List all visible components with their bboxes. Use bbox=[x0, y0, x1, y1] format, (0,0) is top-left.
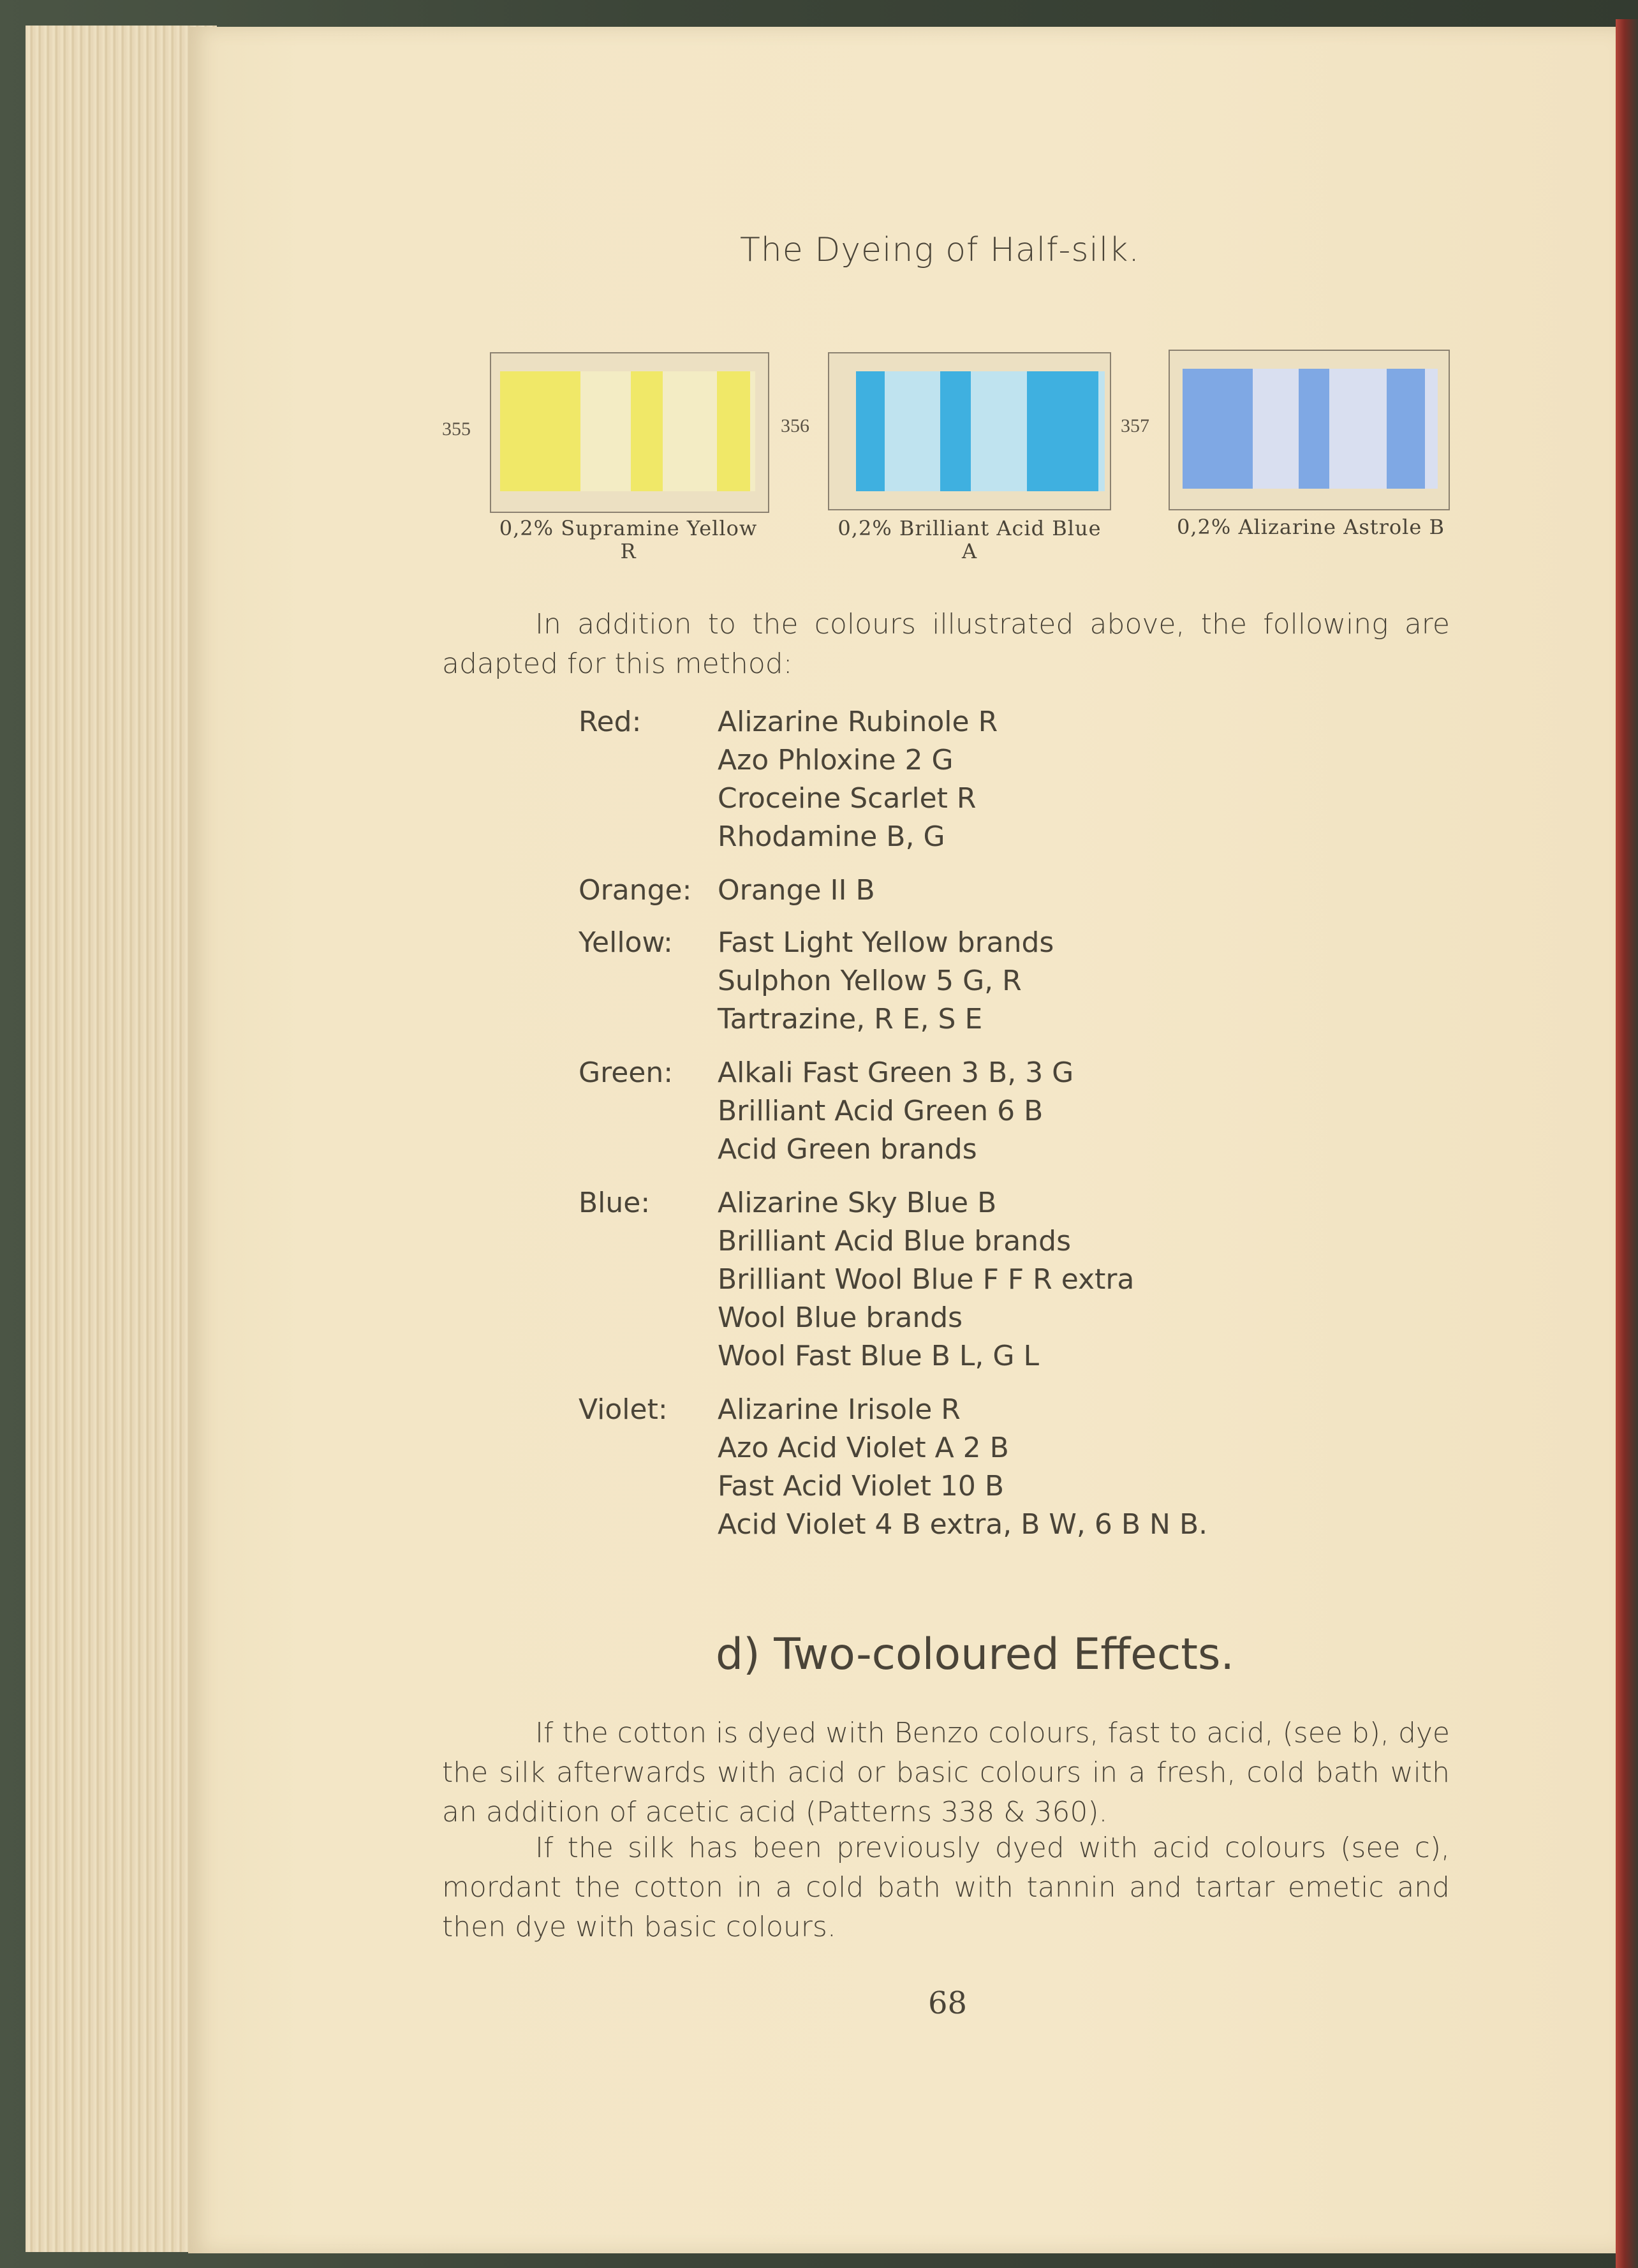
dyed-stripe bbox=[1387, 369, 1425, 489]
fabric-sample bbox=[856, 371, 1105, 491]
dyed-stripe bbox=[1183, 369, 1253, 489]
colour-entry: Fast Light Yellow brands bbox=[718, 926, 1054, 959]
dyed-stripe bbox=[717, 371, 750, 491]
body-paragraph: If the cotton is dyed with Benzo colours, fast to acid, (see b), dye the silk afterwards with acid or basic colours in a fresh, cold bath with an addition of acetic acid (Patterns 338 & 360). bbox=[442, 1717, 1450, 1828]
colour-entry: Orange II B bbox=[718, 874, 875, 907]
colour-entry: Wool Blue brands bbox=[718, 1301, 963, 1334]
colour-entry: Alkali Fast Green 3 B, 3 G bbox=[718, 1056, 1074, 1089]
colour-entry: Wool Fast Blue B L, G L bbox=[718, 1340, 1039, 1372]
dyed-stripe bbox=[631, 371, 663, 491]
swatch-number: 355 bbox=[442, 419, 471, 440]
colour-entry: Brilliant Acid Blue brands bbox=[718, 1225, 1071, 1257]
colour-entry: Alizarine Sky Blue B bbox=[718, 1187, 997, 1219]
colour-entry: Sulphon Yellow 5 G, R bbox=[718, 965, 1022, 997]
colour-group-label: Red: bbox=[579, 706, 642, 738]
colour-entry: Acid Green brands bbox=[718, 1133, 977, 1166]
page-number: 68 bbox=[928, 1985, 968, 2021]
colour-entry: Azo Acid Violet A 2 B bbox=[718, 1432, 1009, 1464]
colour-entry: Acid Violet 4 B extra, B W, 6 B N B. bbox=[718, 1508, 1208, 1541]
colour-group-label: Violet: bbox=[579, 1393, 668, 1426]
dyed-stripe bbox=[1027, 371, 1098, 491]
colour-entry: Alizarine Irisole R bbox=[718, 1393, 961, 1426]
colour-entry: Rhodamine B, G bbox=[718, 820, 945, 853]
fabric-sample bbox=[1183, 369, 1438, 489]
swatch-number: 356 bbox=[781, 415, 809, 436]
colour-group-label: Orange: bbox=[579, 874, 692, 907]
fabric-swatch-blue bbox=[828, 352, 1111, 510]
intro-paragraph: In addition to the colours illustrated above, the following are adapted for this method: bbox=[442, 608, 1450, 680]
colour-group-label: Blue: bbox=[579, 1187, 651, 1219]
right-cover-edge bbox=[1616, 19, 1638, 2268]
dyed-stripe bbox=[940, 371, 971, 491]
colour-entry: Azo Phloxine 2 G bbox=[718, 744, 954, 776]
colour-group-label: Green: bbox=[579, 1056, 674, 1089]
running-head: The Dyeing of Half-silk. bbox=[740, 231, 1140, 269]
dyed-stripe bbox=[856, 371, 885, 491]
colour-group-label: Yellow: bbox=[579, 926, 673, 959]
section-heading: d) Two-coloured Effects. bbox=[716, 1629, 1235, 1680]
fabric-swatch-yellow bbox=[490, 352, 769, 513]
colour-entry: Tartrazine, R E, S E bbox=[718, 1003, 983, 1035]
colour-entry: Fast Acid Violet 10 B bbox=[718, 1470, 1005, 1502]
fabric-sample bbox=[500, 371, 755, 491]
dyed-stripe bbox=[500, 371, 580, 491]
colour-entry: Brilliant Wool Blue F F R extra bbox=[718, 1263, 1135, 1296]
colour-entry: Croceine Scarlet R bbox=[718, 782, 977, 815]
swatch-caption-line2: A bbox=[961, 539, 978, 563]
swatch-caption: 0,2% Brilliant Acid Blue bbox=[837, 516, 1102, 540]
swatch-caption: 0,2% Alizarine Astrole B bbox=[1176, 515, 1445, 539]
body-paragraph: If the silk has been previously dyed with acid colours (see c), mordant the cotton in a cold bath with tannin and tartar emetic and then dye with basic colours. bbox=[442, 1832, 1450, 1943]
colour-entry: Alizarine Rubinole R bbox=[718, 706, 998, 738]
dyed-stripe bbox=[1299, 369, 1329, 489]
fabric-swatch-violet-blue bbox=[1169, 350, 1450, 510]
swatch-caption: 0,2% Supramine Yellow R bbox=[499, 516, 758, 563]
colour-entry: Brilliant Acid Green 6 B bbox=[718, 1095, 1044, 1127]
swatch-number: 357 bbox=[1121, 415, 1149, 436]
